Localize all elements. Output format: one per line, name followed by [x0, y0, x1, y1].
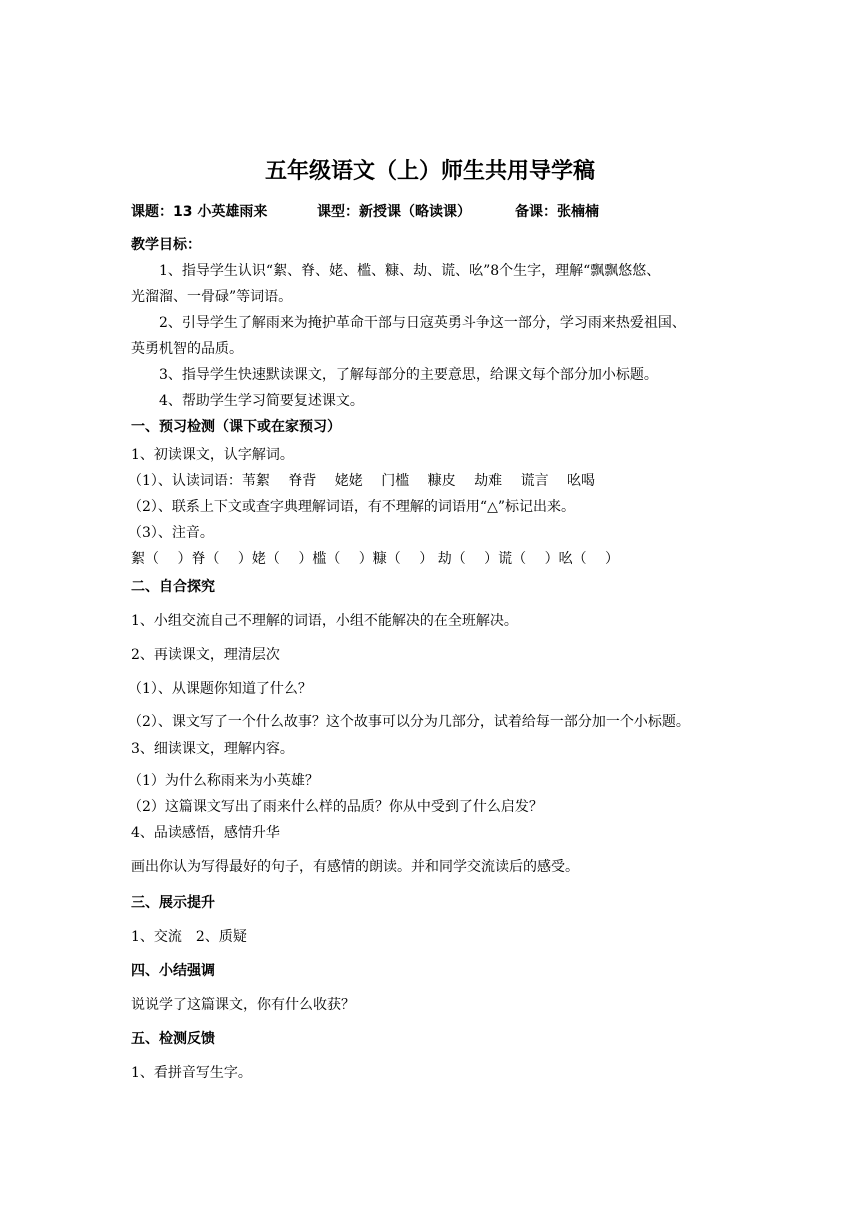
section-heading: 三、展示提升	[131, 895, 215, 911]
lesson-title: 课题：13 小英雄雨来	[131, 204, 268, 220]
section-line: 1、交流 2、质疑	[131, 929, 247, 945]
section-line: （2）、联系上下文或查字典理解词语，有不理解的词语用“△”标记出来。	[128, 499, 575, 515]
section-line: 1、初读课文，认字解词。	[131, 447, 294, 463]
section-line: （2）这篇课文写出了雨来什么样的品质？你从中受到了什么启发？	[128, 799, 543, 815]
section-heading: 四、小结强调	[131, 963, 215, 979]
objective-line: 光溜溜、一骨碌”等词语。	[131, 289, 293, 305]
section-line: （1）、从课题你知道了什么？	[128, 681, 312, 697]
section-line: （1）、认读词语：苇絮 脊背 姥姥 门槛 糠皮 劫难 谎言 吆喝	[128, 473, 596, 489]
objectives-heading: 教学目标：	[131, 237, 201, 253]
objective-line: 1、指导学生认识“絮、脊、姥、槛、糠、劫、谎、吆”8个生字，理解“飘飘悠悠、	[159, 263, 661, 279]
section-line: 2、再读课文，理清层次	[131, 647, 280, 663]
section-line: （1）为什么称雨来为小英雄？	[128, 773, 319, 789]
pinyin-blanks: 絮（ ）脊（ ）姥（ ）槛（ ）糠（ ） 劫（ ）谎（ ）吆（ ）	[131, 551, 620, 567]
objective-line: 4、帮助学生学习简要复述课文。	[159, 393, 364, 409]
section-heading: 二、自合探究	[131, 579, 215, 595]
lesson-preparer: 备课：张楠楠	[515, 204, 599, 220]
document-title: 五年级语文（上）师生共用导学稿	[264, 159, 595, 184]
lesson-type: 课型：新授课（略读课）	[317, 204, 471, 220]
objective-line: 3、指导学生快速默读课文，了解每部分的主要意思，给课文每个部分加小标题。	[159, 367, 658, 383]
section-line: 1、看拼音写生字。	[131, 1065, 252, 1081]
objective-line: 英勇机智的品质。	[131, 341, 243, 357]
section-heading: 一、预习检测（课下或在家预习）	[131, 419, 341, 435]
section-line: 3、细读课文，理解内容。	[131, 741, 294, 757]
section-line: 画出你认为写得最好的句子，有感情的朗读。并和同学交流读后的感受。	[131, 859, 579, 875]
section-line: （3）、注音。	[128, 525, 214, 541]
section-line: （2）、课文写了一个什么故事？这个故事可以分为几部分，试着给每一部分加一个小标题。	[128, 714, 690, 730]
objective-line: 2、引导学生了解雨来为掩护革命干部与日寇英勇斗争这一部分，学习雨来热爱祖国、	[159, 315, 686, 331]
section-line: 4、品读感悟，感情升华	[131, 825, 280, 841]
section-line: 1、小组交流自己不理解的词语，小组不能解决的在全班解决。	[131, 613, 518, 629]
section-line: 说说学了这篇课文，你有什么收获？	[131, 997, 355, 1013]
section-heading: 五、检测反馈	[131, 1031, 215, 1047]
